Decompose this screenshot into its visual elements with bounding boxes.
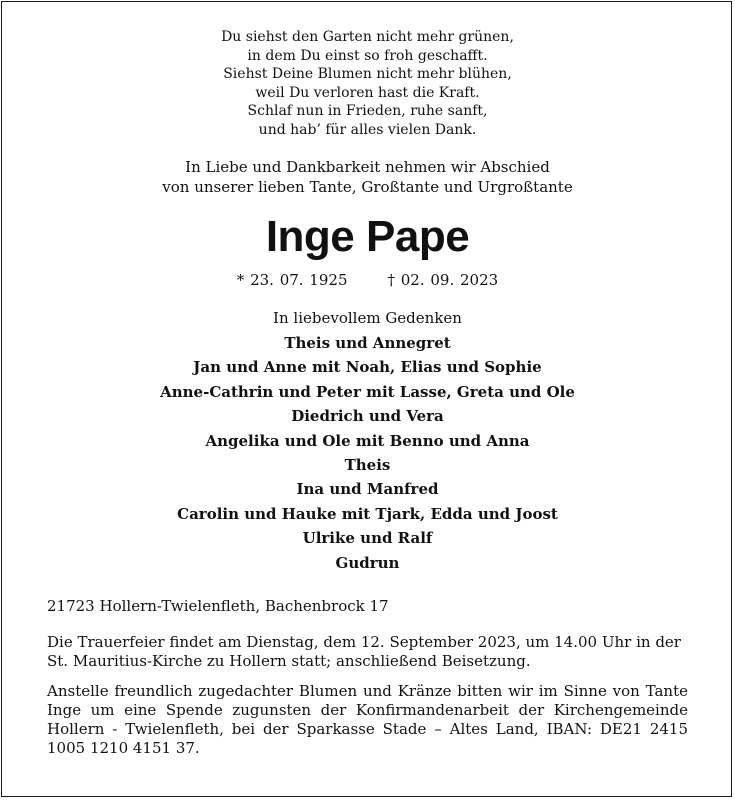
poem-line: Siehst Deine Blumen nicht mehr blühen, bbox=[223, 66, 512, 82]
memory-heading: In liebevollem Gedenken bbox=[273, 309, 462, 327]
poem-line: und hab’ für alles vielen Dank. bbox=[258, 121, 477, 138]
mourners-list bbox=[47, 331, 688, 575]
mourner-line: Angelika und Ole mit Benno und Anna bbox=[205, 431, 530, 450]
deceased-name: Inge Pape bbox=[265, 212, 470, 261]
intro-line: In Liebe und Dankbarkeit nehmen wir Abschied bbox=[185, 158, 550, 176]
mourner-line: Ina und Manfred bbox=[296, 480, 439, 499]
mourner-line: Theis bbox=[344, 456, 391, 475]
poem-line: weil Du verloren hast die Kraft. bbox=[255, 84, 480, 101]
mourner-line: Theis und Annegret bbox=[284, 334, 451, 352]
intro-line: von unserer lieben Tante, Großtante und Urgroßtante bbox=[162, 178, 573, 196]
mourner-address: 21723 Hollern-Twielenfleth, Bachenbrock 17 bbox=[47, 597, 389, 616]
poem-line: Du siehst den Garten nicht mehr grünen, bbox=[221, 29, 514, 45]
mourner-line: Gudrun bbox=[335, 553, 400, 572]
mourner-line: Diedrich und Vera bbox=[291, 407, 444, 426]
birth-date: * 23. 07. 1925 bbox=[236, 271, 348, 289]
life-dates bbox=[47, 270, 688, 290]
poem-line: Schlaf nun in Frieden, ruhe sanft, bbox=[247, 103, 488, 119]
mourner-line: Anne-Cathrin und Peter mit Lasse, Greta und Ole bbox=[160, 382, 575, 401]
poem-line: in dem Du einst so froh geschafft. bbox=[247, 47, 488, 64]
mourner-line: Ulrike und Ralf bbox=[302, 529, 433, 548]
death-date: † 02. 09. 2023 bbox=[387, 271, 499, 289]
memorial-poem bbox=[47, 28, 688, 139]
donation-request: Anstelle freundlich zugedachter Blumen und Kränze bitten wir im Sinne von Tante Inge um eine Spende zugunsten der Konfirmandenarbeit der Kirchengemeinde Hollern - Twielenfleth, bei der Sparkasse Stade – Altes Land, IBAN: DE21 2415 1005 1210 4151 37. bbox=[47, 682, 688, 758]
obituary-notice bbox=[47, 28, 688, 758]
funeral-service-info: Die Trauerfeier findet am Dienstag, dem 12. September 2023, um 14.00 Uhr in der St. Mauritius-Kirche zu Hollern statt; anschließend Beisetzung. bbox=[47, 633, 681, 671]
mourner-line: Carolin und Hauke mit Tjark, Edda und Joost bbox=[177, 504, 558, 523]
mourner-line: Jan und Anne mit Noah, Elias und Sophie bbox=[193, 358, 542, 377]
farewell-intro bbox=[47, 157, 688, 197]
